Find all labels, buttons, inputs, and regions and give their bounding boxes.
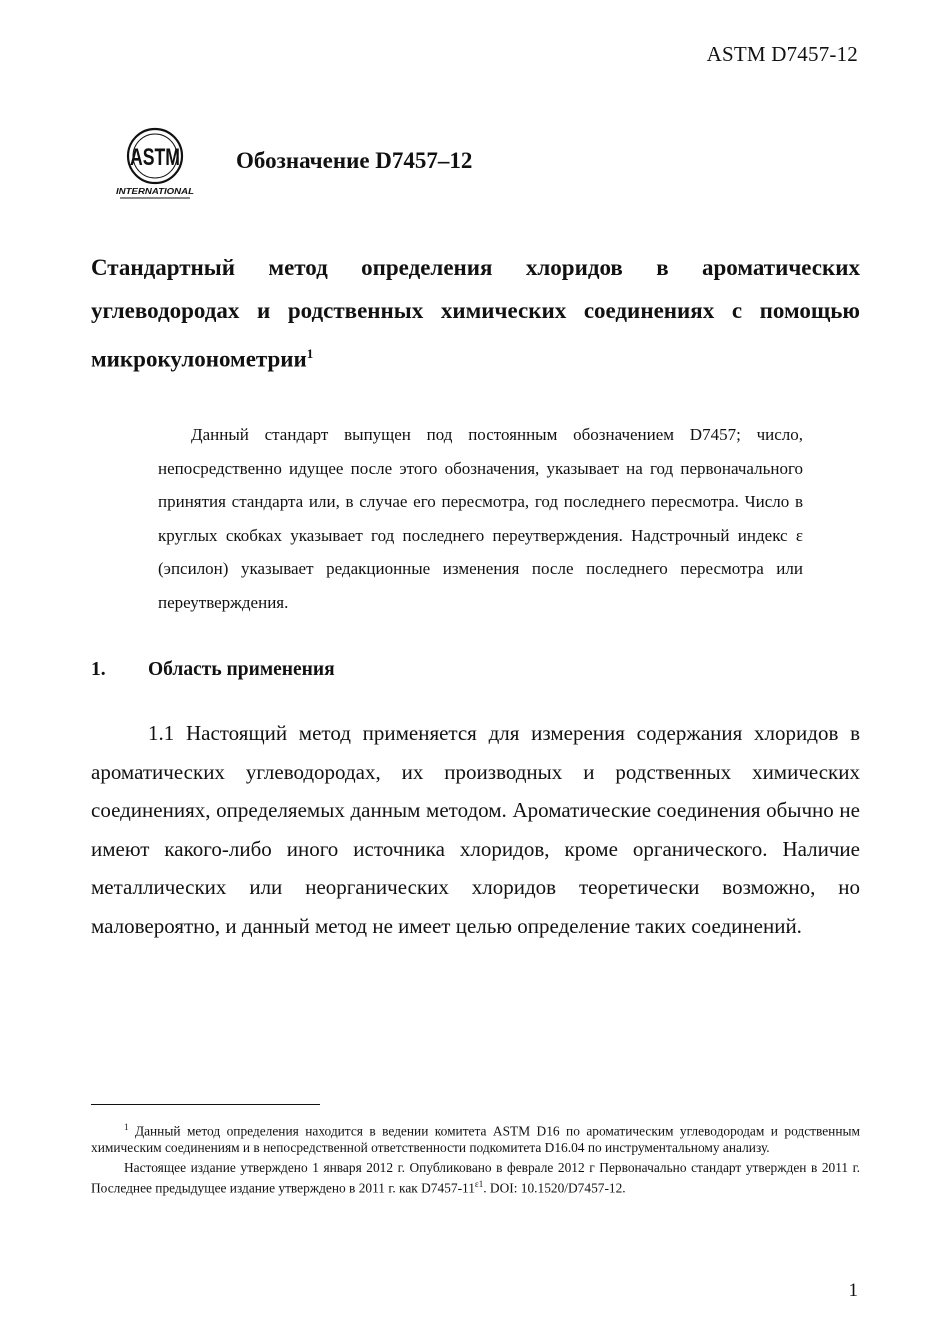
astm-logo-subtext: INTERNATIONAL xyxy=(116,186,194,196)
footnote-2-superscript: ε1 xyxy=(474,1179,484,1190)
page-number: 1 xyxy=(848,1280,858,1301)
section-number: 1. xyxy=(91,659,106,680)
title-text: Стандартный метод определения хлоридов в ароматических углеводородах и родственных химических соединениях с помощью микрокулонометрии xyxy=(91,255,860,372)
footnotes xyxy=(91,1119,860,1200)
footnote-1 xyxy=(91,1119,860,1156)
designation-heading: Обозначение D7457–12 xyxy=(236,148,473,173)
footnote-2 xyxy=(91,1159,860,1196)
astm-logo xyxy=(112,126,198,200)
document-title xyxy=(91,246,860,381)
footnote-marker: 1 xyxy=(124,1122,129,1132)
footnote-1-text: Данный метод определения находится в ведении комитета ASTM D16 по ароматическим углеводородам и родственным химическим соединениям и в непосредственной ответственности подкомитета D16.04 по инструментальному анализу. xyxy=(91,1123,860,1156)
document-reference: ASTM D7457-12 xyxy=(706,42,858,66)
preamble-note: Данный стандарт выпущен под постоянным обозначением D7457; число, непосредственно идущее после этого обозначения, указывает на год первоначального принятия стандарта или, в случае его пересмотра, год последнего пересмотра. Число в круглых скобках указывает год последнего переутверждения. Надстрочный индекс ε (эпсилон) указывает редакционные изменения после последнего пересмотра или переутверждения. xyxy=(158,425,803,612)
footnote-2-doi: . DOI: 10.1520/D7457-12. xyxy=(483,1180,626,1196)
footnote-divider xyxy=(91,1104,320,1105)
paragraph-1-1: 1.1 Настоящий метод применяется для измерения содержания хлоридов в ароматических углеводородах, их производных и родственных химических соединениях, определяемых данным методом. Ароматические соединения обычно не имеют какого-либо иного источника хлоридов, кроме органического. Наличие металлических или неорганических хлоридов теоретически возможно, но маловероятно, и данный метод не имеет целью определение таких соединений. xyxy=(91,721,860,938)
title-footnote-ref: 1 xyxy=(306,346,314,361)
section-title: Область применения xyxy=(148,659,335,680)
footnote-2-text: Настоящее издание утверждено 1 января 2012 г. Опубликовано в феврале 2012 г Первоначально стандарт утвержден в 2011 г. Последнее предыдущее издание утверждено в 2011 г. как D7457-11 xyxy=(91,1160,860,1196)
astm-logo-text: ASTM xyxy=(130,144,180,171)
section-heading xyxy=(91,659,335,681)
